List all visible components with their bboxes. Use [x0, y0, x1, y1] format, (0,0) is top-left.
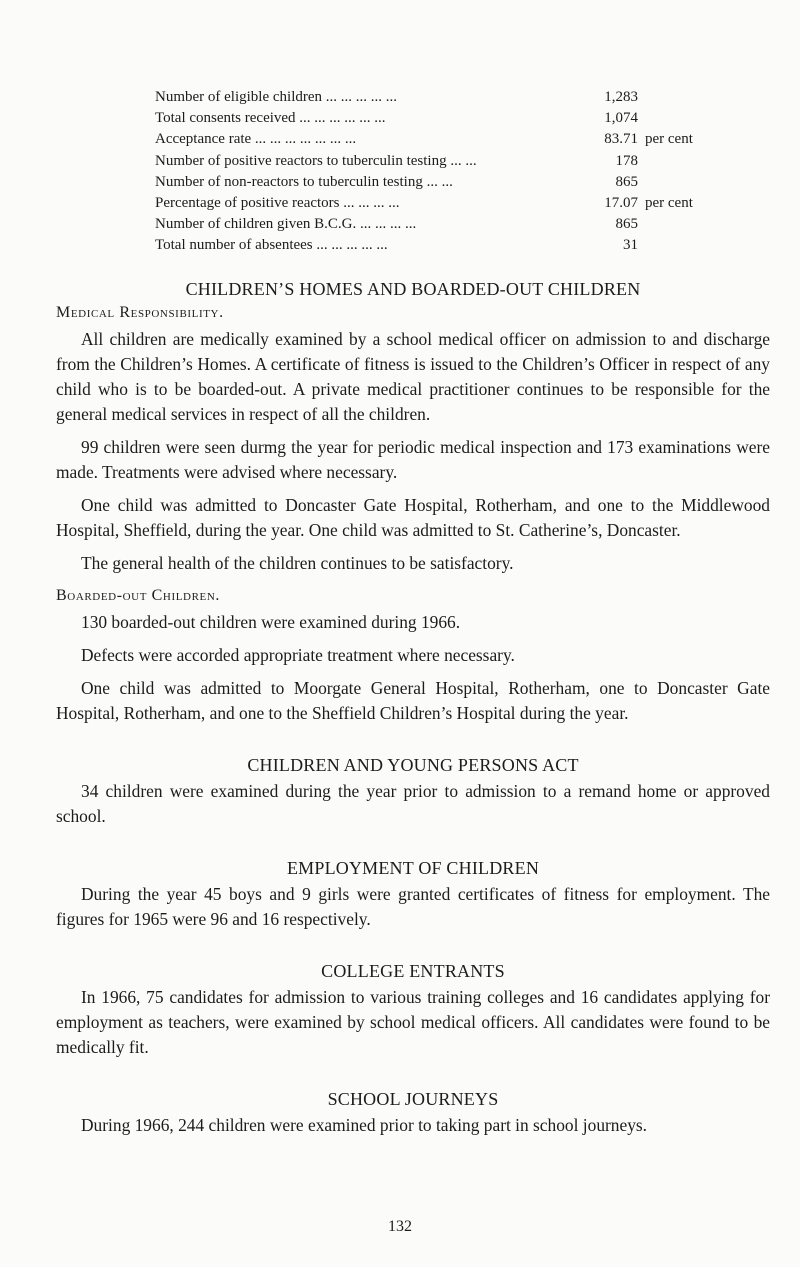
section-heading-children-young-persons-act: CHILDREN AND YOUNG PERSONS ACT — [247, 755, 579, 775]
stat-row — [155, 193, 755, 214]
paragraph: 130 boarded-out children were examined during 1966. — [81, 612, 461, 632]
stat-row — [155, 87, 755, 108]
paragraph: In 1966, 75 candidates for admission to various training colleges and 16 candidates applying for employment as teachers, were examined by school medical officers. All candidates were found to be medically fit. — [56, 987, 770, 1057]
stat-row — [155, 235, 755, 256]
stat-row — [155, 108, 755, 129]
page-number: 132 — [388, 1218, 412, 1235]
stat-label: Number of non-reactors to tuberculin testing ... ... — [155, 173, 453, 190]
stat-label: Number of eligible children ... ... ... ... ... — [155, 89, 398, 105]
stat-label: Total consents received ... ... ... ... ... ... — [155, 110, 386, 127]
section-heading-school-journeys: SCHOOL JOURNEYS — [327, 1089, 499, 1109]
stat-value: 865 — [615, 173, 638, 190]
section-heading-childrens-homes: CHILDREN’S HOMES AND BOARDED-OUT CHILDREN — [185, 279, 641, 299]
report-body — [56, 277, 770, 1138]
stat-value: 1,283 — [604, 89, 638, 105]
stat-label: Acceptance rate ... ... ... ... ... ... ... — [155, 131, 357, 148]
paragraph: 99 children were seen durmg the year for periodic medical inspection and 173 examinations were made. Treatments were advised where necessary. — [56, 437, 770, 482]
stat-row — [155, 129, 755, 150]
stat-value: 31 — [623, 237, 638, 254]
section-heading-college-entrants: COLLEGE ENTRANTS — [321, 961, 505, 981]
stat-label: Percentage of positive reactors ... ... ... ... — [155, 194, 400, 211]
paragraph: The general health of the children continues to be satisfactory. — [81, 553, 514, 573]
paragraph: One child was admitted to Doncaster Gate Hospital, Rotherham, and one to the Middlewood Hospital, Sheffield, during the year. One child was admitted to St. Catherine’s, Doncaster. — [56, 495, 770, 540]
paragraph: 34 children were examined during the year prior to admission to a remand home or approved school. — [56, 781, 770, 826]
subheading-medical-responsibility: Medical Responsibility. — [56, 304, 224, 321]
stat-label: Number of children given B.C.G. ... ... ... ... — [155, 216, 417, 233]
stat-unit: per cent — [645, 131, 693, 148]
section-heading-employment: EMPLOYMENT OF CHILDREN — [286, 858, 540, 878]
stat-label: Total number of absentees ... ... ... ... ... — [155, 237, 388, 254]
stat-value: 1,074 — [604, 110, 638, 127]
paragraph: All children are medically examined by a school medical officer on admission to and discharge from the Children’s Homes. A certificate of fitness is issued to the Children’s Officer in respect of any child who is to be boarded-out. A private medical practitioner continues to be responsible for the general medical services in respect of all the children. — [56, 329, 770, 424]
stat-unit: per cent — [645, 194, 693, 211]
paragraph: During the year 45 boys and 9 girls were granted certificates of fitness for employment. The figures for 1965 were 96 and 16 respectively. — [56, 884, 770, 929]
paragraph: Defects were accorded appropriate treatment where necessary. — [81, 645, 515, 665]
stat-value: 865 — [615, 216, 638, 233]
stat-row — [155, 214, 755, 235]
stat-value: 178 — [615, 152, 638, 169]
stat-row — [155, 151, 755, 172]
stat-value: 17.07 — [604, 194, 638, 211]
stat-label: Number of positive reactors to tuberculin testing ... ... — [155, 152, 477, 169]
paragraph: During 1966, 244 children were examined prior to taking part in school journeys. — [81, 1115, 648, 1135]
stat-value: 83.71 — [604, 131, 638, 148]
statistics-table — [155, 87, 755, 257]
paragraph: One child was admitted to Moorgate General Hospital, Rotherham, one to Doncaster Gate Hospital, Rotherham, and one to the Sheffield Children’s Hospital during the year. — [56, 678, 770, 723]
subheading-boarded-out-children: Boarded-out Children. — [56, 587, 220, 604]
stat-row — [155, 172, 755, 193]
